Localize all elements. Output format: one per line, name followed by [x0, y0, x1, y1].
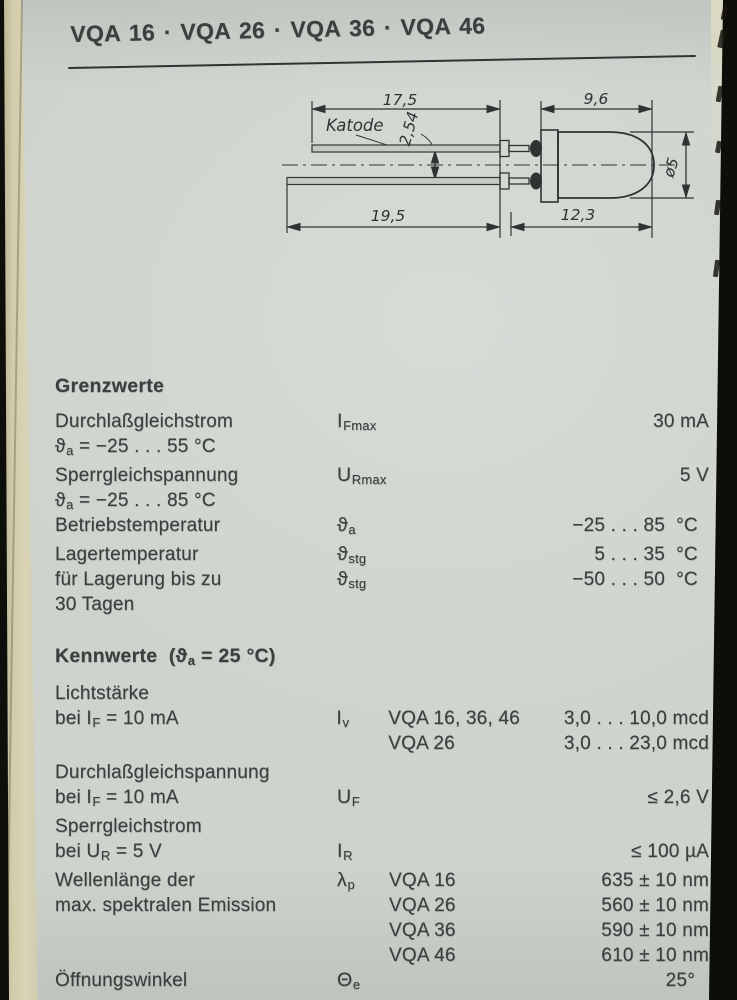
param-name: Durchlaßgleichspannung: [55, 762, 270, 783]
device-list: [389, 868, 565, 968]
grenzwerte-heading: Grenzwerte: [55, 375, 165, 397]
param-value: ≤ 2,6 V: [647, 787, 709, 808]
param-name: Durchlaßgleichstrom: [55, 411, 234, 432]
param-symbol: $I_{Fmax}$: [337, 410, 377, 433]
param-name: Betriebstemperatur: [55, 515, 221, 536]
device-name: VQA 46: [389, 945, 456, 966]
param-condition: $ϑ_a = -25$ . . . 55 °C: [55, 436, 216, 458]
param-value: 25°: [665, 970, 695, 991]
device-name: VQA 16: [389, 870, 456, 891]
param-symbol: $\lambda_p$: [337, 869, 355, 892]
led-package: [541, 130, 654, 202]
device-name: VQA 16, 36, 46: [388, 708, 520, 729]
section-kennwerte: [55, 644, 709, 997]
param-row-durchlassgleichstrom: [55, 409, 709, 459]
param-row-oeffnungswinkel: [55, 968, 709, 993]
param-symbol: $ϑ_{stg}$ $ϑ_{stg}$: [337, 543, 367, 591]
param-condition: bei $I_F = 10$ mA: [55, 708, 179, 730]
param-name-line2: max. spektralen Emission: [55, 895, 277, 916]
param-symbol: $U_F$: [337, 786, 360, 809]
param-name: Öffnungswinkel: [55, 970, 188, 991]
param-value: ≤ 100 µA: [631, 841, 709, 862]
param-row-sperrgleichstrom: [55, 814, 709, 864]
param-name: Lagertemperatur: [55, 544, 199, 565]
param-value: 5 V: [679, 465, 709, 486]
dim-top-lead-label: 17,5: [382, 91, 418, 109]
param-name: Wellenlänge der: [55, 870, 195, 891]
param-symbol: $I_R$: [337, 840, 353, 863]
device-name: VQA 26: [389, 895, 456, 916]
param-name-line2: für Lagerung bis zu: [55, 569, 222, 590]
page-edge-tick: [713, 260, 720, 278]
device-list: [388, 681, 564, 756]
param-row-lagertemperatur: [55, 542, 709, 617]
param-row-lichtstaerke: [55, 681, 709, 756]
param-value: 30 mA: [653, 411, 709, 432]
param-row-betriebstemperatur: [55, 513, 709, 538]
param-value: 635 ± 10 nm 560 ± 10 nm 590 ± 10 nm 610 ± 10 nm: [601, 870, 709, 966]
param-row-sperrgleichspannung: [55, 463, 709, 513]
dim-body-length-label: 9,6: [583, 90, 609, 108]
page-title: VQA 16 · VQA 26 · VQA 36 · VQA 46: [70, 12, 486, 47]
param-row-durchlassgleichspannung: [55, 760, 709, 810]
param-name: Lichtstärke: [55, 683, 150, 704]
param-name: Sperrgleichstrom: [55, 816, 202, 837]
section-grenzwerte: [55, 374, 709, 621]
param-value: 5 . . . 35 °C −50 . . . 50 °C: [572, 544, 698, 590]
param-symbol: $I_v$: [336, 707, 350, 730]
cathode-label: Katode: [326, 116, 384, 135]
dim-diameter-label: ø5: [659, 155, 683, 180]
dim-bottom-lead-label: 19,5: [370, 207, 406, 225]
param-name-line3: 30 Tagen: [55, 594, 135, 615]
device-name: VQA 26: [388, 733, 455, 754]
device-name: VQA 36: [389, 920, 456, 941]
param-symbol: $ϑ_a$: [337, 514, 356, 537]
title-rule: [68, 55, 696, 69]
param-value: −25 . . . 85 °C: [572, 515, 698, 536]
param-row-wellenlaenge: [55, 868, 709, 968]
led-dimension-drawing: [278, 88, 725, 248]
param-value: 3,0 . . . 10,0 mcd 3,0 . . . 23,0 mcd: [563, 708, 709, 754]
dim-lead-spacing-label: 2,54: [396, 109, 423, 148]
param-symbol: $\Theta_e$: [337, 969, 361, 992]
param-condition: $ϑ_a = -25$ . . . 85 °C: [55, 490, 216, 512]
param-condition: bei $U_R = 5$ V: [55, 841, 162, 863]
param-symbol: $U_{Rmax}$: [337, 464, 387, 487]
kennwerte-heading: Kennwerte ($ϑ_a = 25$ °C): [55, 645, 276, 668]
param-condition: bei $I_F = 10$ mA: [55, 787, 179, 809]
param-name: Sperrgleichspannung: [55, 465, 239, 486]
dim-overall-right-label: 12,3: [560, 206, 596, 224]
